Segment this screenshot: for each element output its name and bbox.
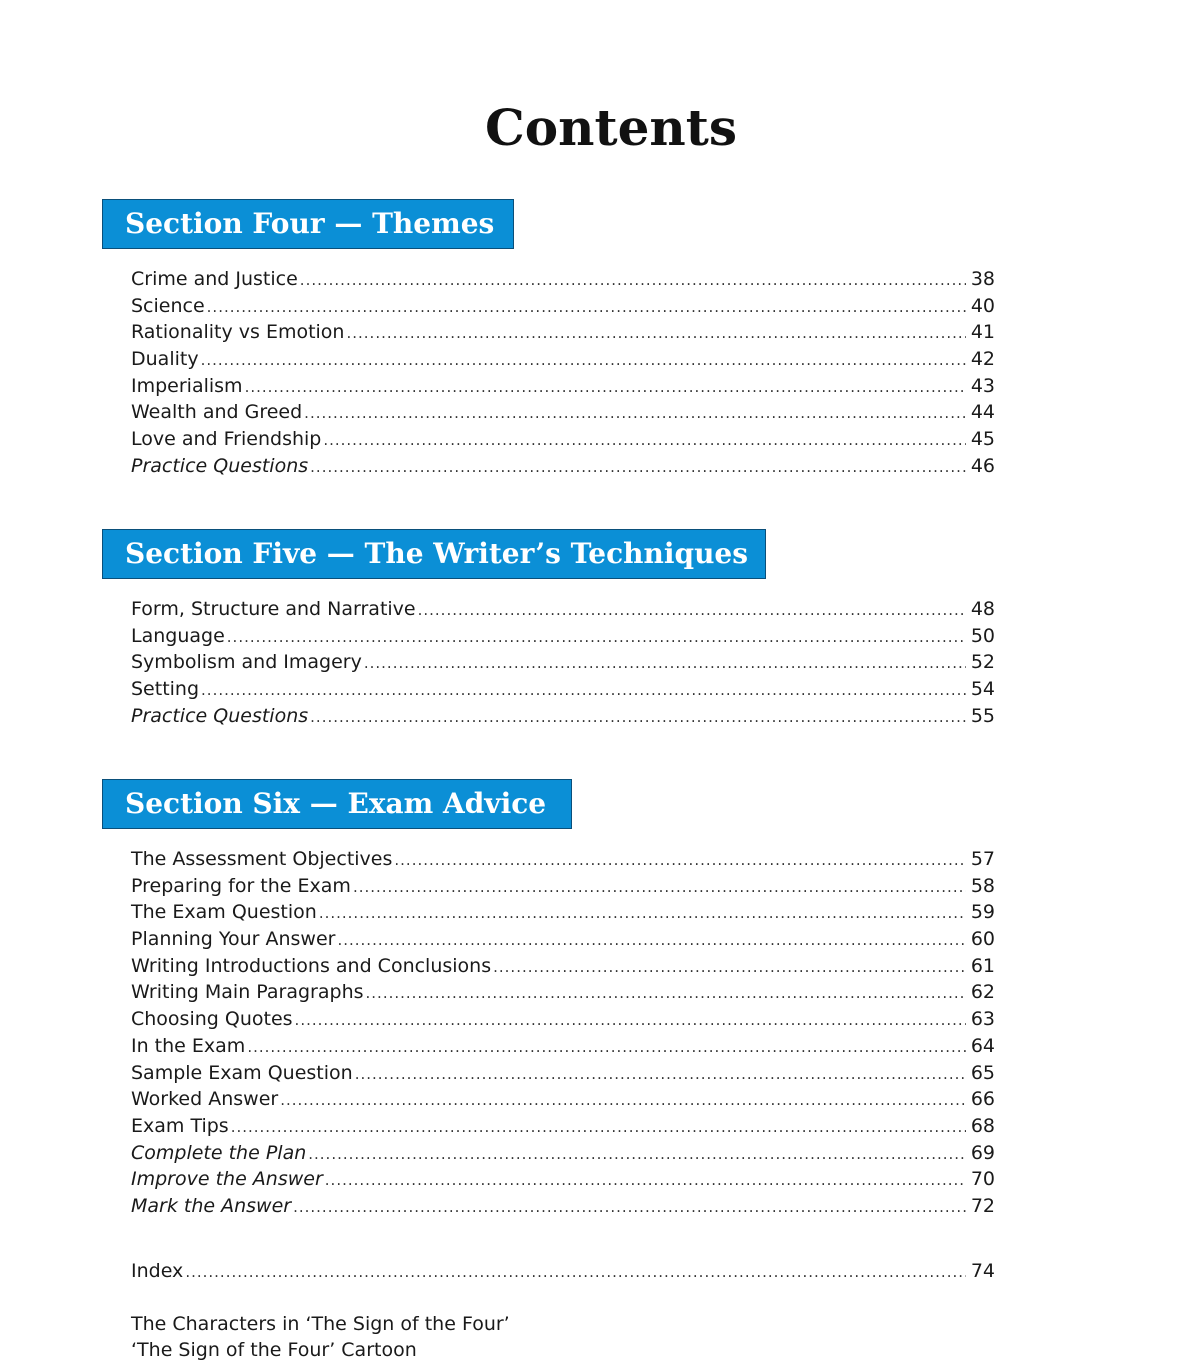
toc-entry-title: Planning Your Answer [131, 928, 336, 951]
toc-entry[interactable] [131, 1086, 995, 1113]
toc-entry-title: Setting [131, 678, 200, 701]
toc-entry-title: Writing Introductions and Conclusions [131, 954, 492, 977]
toc-entry-title: Sample Exam Question [131, 1061, 353, 1084]
dot-leader [323, 427, 965, 454]
toc-entry-page: 44 [970, 401, 995, 424]
toc-entry-title: Wealth and Greed [131, 401, 303, 424]
toc-entry-page: 74 [970, 1260, 995, 1282]
toc-entry-title: The Exam Question [131, 901, 317, 924]
toc-entry-page: 58 [970, 874, 995, 897]
section-header-five: Section Five — The Writer’s Techniques [102, 529, 766, 579]
toc-entry-practice[interactable] [131, 1166, 995, 1193]
toc-list-section-five [131, 596, 995, 729]
toc-entry-practice[interactable] [131, 1140, 995, 1167]
toc-entry-practice[interactable] [131, 703, 995, 730]
toc-entry-title: In the Exam [131, 1034, 246, 1057]
dot-leader [201, 347, 966, 374]
dot-leader [366, 980, 966, 1007]
dot-leader [245, 374, 966, 401]
dot-leader [418, 597, 966, 624]
dot-leader [325, 1167, 966, 1194]
section-header-four: Section Four — Themes [102, 199, 514, 249]
toc-entry[interactable] [131, 1033, 995, 1060]
toc-entry-title: Choosing Quotes [131, 1008, 293, 1031]
toc-entry-page: 50 [970, 624, 995, 647]
dot-leader [364, 650, 966, 677]
dot-leader [304, 400, 966, 427]
dot-leader [319, 900, 966, 927]
toc-entry[interactable] [131, 1113, 995, 1140]
toc-entry[interactable] [131, 596, 995, 623]
toc-entry[interactable] [131, 649, 995, 676]
dot-leader [355, 1061, 966, 1088]
toc-entry[interactable] [131, 319, 995, 346]
toc-entry-page: 43 [970, 374, 995, 397]
dot-leader [207, 294, 966, 321]
toc-entry-page: 42 [970, 348, 995, 371]
toc-entry-page: 48 [970, 598, 995, 620]
toc-entry-title: Mark the Answer [131, 1194, 292, 1217]
toc-entry-title: Worked Answer [131, 1088, 279, 1111]
toc-entry-page: 38 [970, 268, 995, 290]
toc-entry[interactable] [131, 676, 995, 703]
toc-entry-page: 46 [970, 454, 995, 477]
dot-leader [353, 874, 966, 901]
toc-entry-title: Science [131, 294, 205, 317]
toc-entry-title: Complete the Plan [131, 1141, 307, 1164]
toc-entry[interactable] [131, 953, 995, 980]
toc-list-section-four [131, 266, 995, 480]
toc-entry-title: Language [131, 624, 225, 647]
dot-leader [310, 704, 966, 731]
toc-entry-practice[interactable] [131, 453, 995, 480]
dot-leader [227, 624, 966, 651]
toc-entry-page: 64 [970, 1034, 995, 1057]
extra-item-characters: The Characters in ‘The Sign of the Four’ [131, 1313, 510, 1335]
dot-leader [295, 1007, 966, 1034]
toc-entry-page: 57 [970, 848, 995, 870]
toc-entry-page: 41 [970, 321, 995, 344]
toc-entry[interactable] [131, 1060, 995, 1087]
dot-leader [293, 1194, 966, 1221]
dot-leader [185, 1259, 966, 1286]
toc-entry-page: 68 [970, 1114, 995, 1137]
toc-entry-page: 62 [970, 981, 995, 1004]
toc-entry[interactable] [131, 373, 995, 400]
toc-entry[interactable] [131, 899, 995, 926]
dot-leader [337, 927, 965, 954]
toc-list-section-six [131, 846, 995, 1220]
toc-entry[interactable] [131, 426, 995, 453]
dot-leader [346, 320, 965, 347]
toc-entry-title: Symbolism and Imagery [131, 651, 362, 674]
toc-entry-title: Writing Main Paragraphs [131, 981, 364, 1004]
toc-entry-page: 40 [970, 294, 995, 317]
toc-entry[interactable] [131, 623, 995, 650]
toc-entry-page: 55 [970, 704, 995, 727]
toc-entry-page: 66 [970, 1088, 995, 1111]
toc-entry-page: 45 [970, 428, 995, 451]
dot-leader [493, 954, 966, 981]
toc-entry-page: 60 [970, 928, 995, 951]
page-title: Contents [484, 98, 737, 157]
toc-entry-title: Practice Questions [131, 454, 309, 477]
section-header-six: Section Six — Exam Advice [102, 779, 572, 829]
extras-list [131, 1311, 510, 1363]
toc-entry[interactable] [131, 873, 995, 900]
dot-leader [394, 847, 965, 874]
toc-entry[interactable] [131, 266, 995, 293]
toc-entry-title: Love and Friendship [131, 428, 322, 451]
toc-entry-title: Form, Structure and Narrative [131, 598, 416, 620]
toc-entry[interactable] [131, 346, 995, 373]
toc-entry[interactable] [131, 846, 995, 873]
toc-entry-title: Index [131, 1260, 184, 1282]
toc-entry-page: 52 [970, 651, 995, 674]
toc-entry[interactable] [131, 1006, 995, 1033]
toc-entry-page: 69 [970, 1141, 995, 1164]
dot-leader [300, 267, 966, 294]
toc-entry-title: Practice Questions [131, 704, 309, 727]
toc-entry-title: Preparing for the Exam [131, 874, 351, 897]
toc-entry-title: Improve the Answer [131, 1168, 323, 1191]
toc-entry-title: Rationality vs Emotion [131, 321, 345, 344]
dot-leader [201, 677, 966, 704]
toc-entry-page: 72 [970, 1194, 995, 1217]
toc-entry-page: 61 [970, 954, 995, 977]
dot-leader [231, 1114, 966, 1141]
toc-entry-page: 59 [970, 901, 995, 924]
toc-entry-title: Imperialism [131, 374, 243, 397]
dot-leader [310, 454, 966, 481]
toc-entry[interactable] [131, 926, 995, 953]
toc-entry-practice[interactable] [131, 1193, 995, 1220]
toc-entry-title: Crime and Justice [131, 268, 298, 290]
toc-entry-page: 54 [970, 678, 995, 701]
toc-list-index [131, 1258, 995, 1285]
dot-leader [280, 1087, 966, 1114]
toc-entry[interactable] [131, 399, 995, 426]
toc-entry-page: 70 [970, 1168, 995, 1191]
toc-entry-title: Duality [131, 348, 199, 371]
toc-entry-title: Exam Tips [131, 1114, 229, 1137]
dot-leader [308, 1141, 966, 1168]
extra-item-cartoon: ‘The Sign of the Four’ Cartoon [131, 1339, 417, 1361]
toc-entry-page: 65 [970, 1061, 995, 1084]
toc-entry[interactable] [131, 293, 995, 320]
dot-leader [247, 1034, 966, 1061]
toc-entry[interactable] [131, 979, 995, 1006]
toc-entry-title: The Assessment Objectives [131, 848, 393, 870]
toc-entry-index[interactable] [131, 1258, 995, 1285]
toc-entry-page: 63 [970, 1008, 995, 1031]
